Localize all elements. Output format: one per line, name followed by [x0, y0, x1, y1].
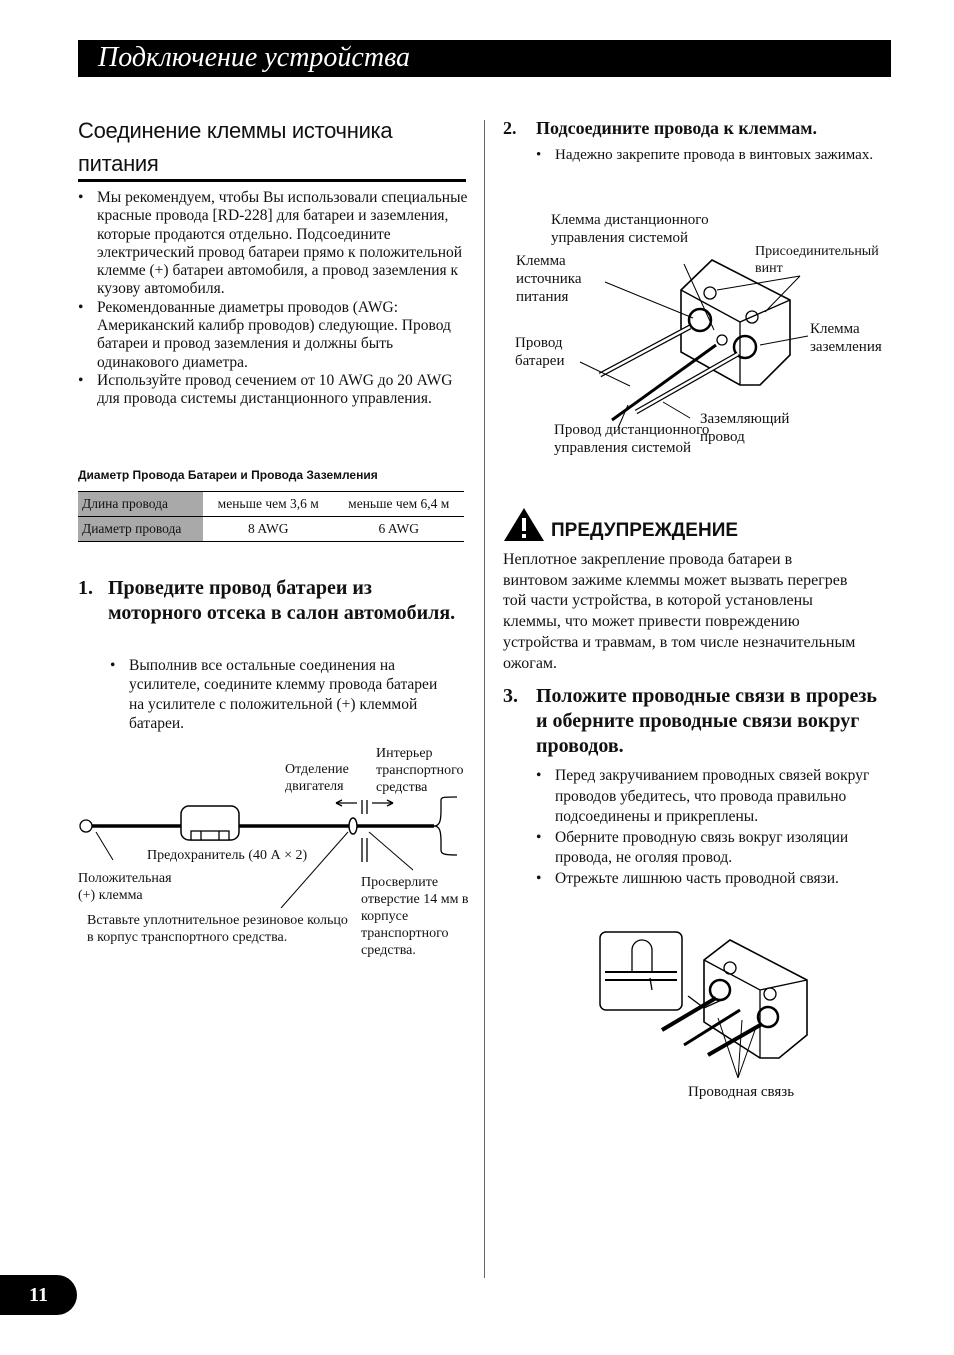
list-item: • Выполнив все остальные соединения на усилителе, соедините клемму провода батареи на усилителе с положительной (+) клеммой батареи.	[110, 656, 455, 733]
step-title: Положите проводные связи в прорезь и оберните проводные связи вокруг проводов.	[536, 685, 877, 757]
warning-heading: ПРЕДУПРЕЖДЕНИЕ	[551, 520, 739, 541]
table-title: Диаметр Провода Батареи и Провода Заземления	[78, 468, 378, 482]
label-battery-wire: Провод батареи	[515, 335, 565, 369]
label-drill-note: Просверлите отверстие 14 мм в корпусе транспортного средства.	[361, 875, 469, 958]
list-item: • Надежно закрепите провода в винтовых зажимах.	[536, 146, 876, 164]
step-number: 1.	[78, 577, 93, 599]
table-cell: меньше чем 6,4 м	[334, 492, 465, 517]
table-cell: 8 AWG	[203, 517, 334, 542]
table-cell: 6 AWG	[334, 517, 465, 542]
label-screw: Присоединительный винт	[755, 244, 879, 276]
list-item: • Мы рекомендуем, чтобы Вы использовали специальные красные провода [RD-228] для батареи и заземления, которые продаются отдельно. Подсоедините электрический провод батареи прямо к положительной клемме (+) батареи автомобиля, а провод заземления к кузову автомобиля.	[78, 189, 468, 299]
list-item: • Оберните проводную связь вокруг изоляции провода, не оголяя провод.	[536, 828, 881, 869]
section-title: Соединение клеммы источника питания	[78, 118, 393, 176]
warning-text: Неплотное закрепление провода батареи в винтовом зажиме клеммы может вызвать перегрев той части устройства, в которой установлены клеммы, что может привести повреждению устройства и травмам, в том числе незначительным ожогам.	[503, 551, 856, 672]
label-vehicle-interior: Интерьер транспортного средства	[376, 746, 464, 795]
list-item: • Рекомендованные диаметры проводов (AWG: Американский калибр проводов) следующие. Провод батареи и провод заземления и должны быть одинакового диаметра.	[78, 299, 468, 372]
label-fuse: Предохранитель (40 А × 2)	[147, 848, 308, 863]
page-title: Подключение устройства	[98, 42, 411, 73]
step-title: Подсоедините провода к клеммам.	[536, 118, 817, 138]
step-number: 2.	[503, 118, 517, 138]
list-item: • Отрежьте лишнюю часть проводной связи.	[536, 869, 881, 890]
label-remote-wire: Провод дистанционного управления системой	[554, 422, 710, 456]
list-item: • Используйте провод сечением от 10 AWG до 20 AWG для провода системы дистанционного управления.	[78, 372, 468, 409]
list-item: • Перед закручиванием проводных связей вокруг проводов убедитесь, что провода правильно подсоединены и прикреплены.	[536, 766, 881, 828]
label-power-terminal: Клемма источника питания	[516, 253, 582, 305]
label-wire-tie: Проводная связь	[688, 1084, 795, 1100]
page-number: 11	[0, 1275, 77, 1315]
label-ground-wire: Заземляющий провод	[700, 411, 790, 445]
step-title: Проведите провод батареи из моторного отсека в салон автомобиля.	[108, 577, 456, 624]
table-cell: меньше чем 3,6 м	[203, 492, 334, 517]
label-remote-terminal: Клемма дистанционного управления системой	[551, 212, 709, 246]
label-engine-compartment: Отделение двигателя	[285, 762, 349, 794]
row-header: Длина провода	[78, 492, 203, 517]
step-number: 3.	[503, 685, 518, 707]
label-positive-terminal: Положительная (+) клемма	[78, 871, 172, 903]
label-grommet-note: Вставьте уплотнительное резиновое кольцо в корпус транспортного средства.	[87, 913, 348, 945]
label-ground-terminal: Клемма заземления	[810, 321, 882, 355]
row-header: Диаметр провода	[78, 517, 203, 542]
